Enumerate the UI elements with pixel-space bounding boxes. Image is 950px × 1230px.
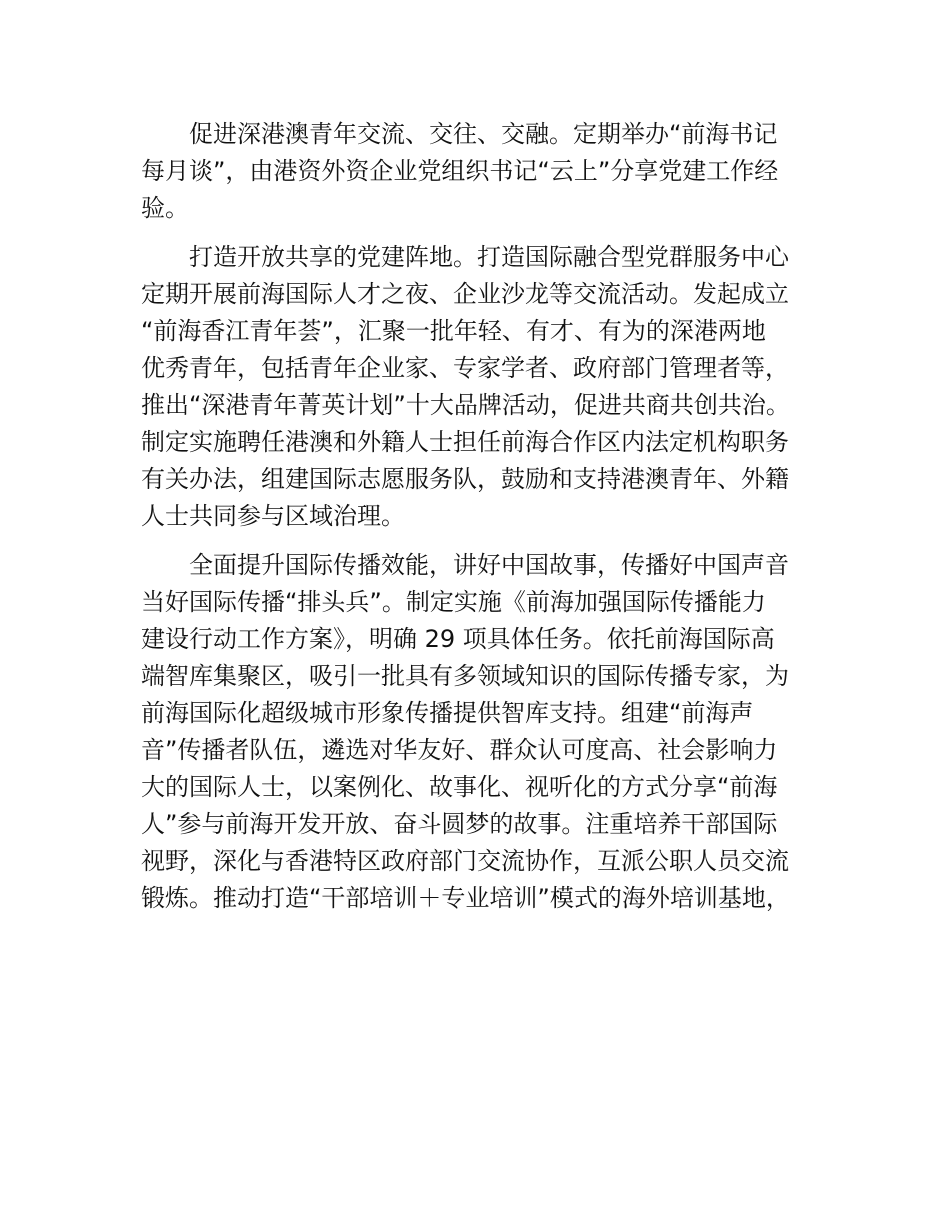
- text-line: 每月谈”，由港资外资企业党组织书记“云上”分享党建工作经: [141, 157, 779, 185]
- paragraph-1: [141, 116, 811, 227]
- text-line: 打造开放共享的党建阵地。打造国际融合型党群服务中心: [189, 243, 789, 271]
- document-body: [141, 116, 811, 917]
- text-line: 锻炼。推动打造“干部培训＋专业培训”模式的海外培训基地，: [141, 884, 790, 912]
- text-line: 音”传播者队伍，遴选对华友好、群众认可度高、社会影响力: [141, 736, 778, 764]
- text-line: 当好国际传播“排头兵”。制定实施《前海加强国际传播能力: [141, 588, 766, 616]
- text-line: 优秀青年，包括青年企业家、专家学者、政府部门管理者等，: [141, 354, 789, 382]
- text-line: 人”参与前海开发开放、奋斗圆梦的故事。注重培养干部国际: [141, 810, 778, 838]
- text-line: 大的国际人士，以案例化、故事化、视听化的方式分享“前海: [141, 773, 778, 801]
- text-line: 验。: [141, 194, 189, 222]
- text-line: 全面提升国际传播效能，讲好中国故事，传播好中国声音: [189, 551, 789, 579]
- text-line: 推出“深港青年菁英计划”十大品牌活动，促进共商共创共治。: [141, 391, 790, 419]
- text-line: 前海国际化超级城市形象传播提供智库支持。组建“前海声: [141, 699, 754, 727]
- text-line: 有关办法，组建国际志愿服务队，鼓励和支持港澳青年、外籍: [141, 465, 789, 493]
- text-line: 促进深港澳青年交流、交往、交融。定期举办“前海书记: [189, 120, 778, 148]
- paragraph-2: [141, 239, 811, 535]
- paragraph-3: [141, 547, 811, 917]
- text-line: “前海香江青年荟”，汇聚一批年轻、有才、有为的深港两地: [141, 317, 766, 345]
- text-line: 人士共同参与区域治理。: [141, 502, 405, 530]
- text-line: 制定实施聘任港澳和外籍人士担任前海合作区内法定机构职务: [141, 428, 789, 456]
- text-line: 定期开展前海国际人才之夜、企业沙龙等交流活动。发起成立: [141, 280, 789, 308]
- text-line: 端智库集聚区，吸引一批具有多领域知识的国际传播专家，为: [141, 662, 789, 690]
- text-line: 建设行动工作方案》，明确 29 项具体任务。依托前海国际高: [141, 625, 775, 653]
- text-line: 视野，深化与香港特区政府部门交流协作，互派公职人员交流: [141, 847, 789, 875]
